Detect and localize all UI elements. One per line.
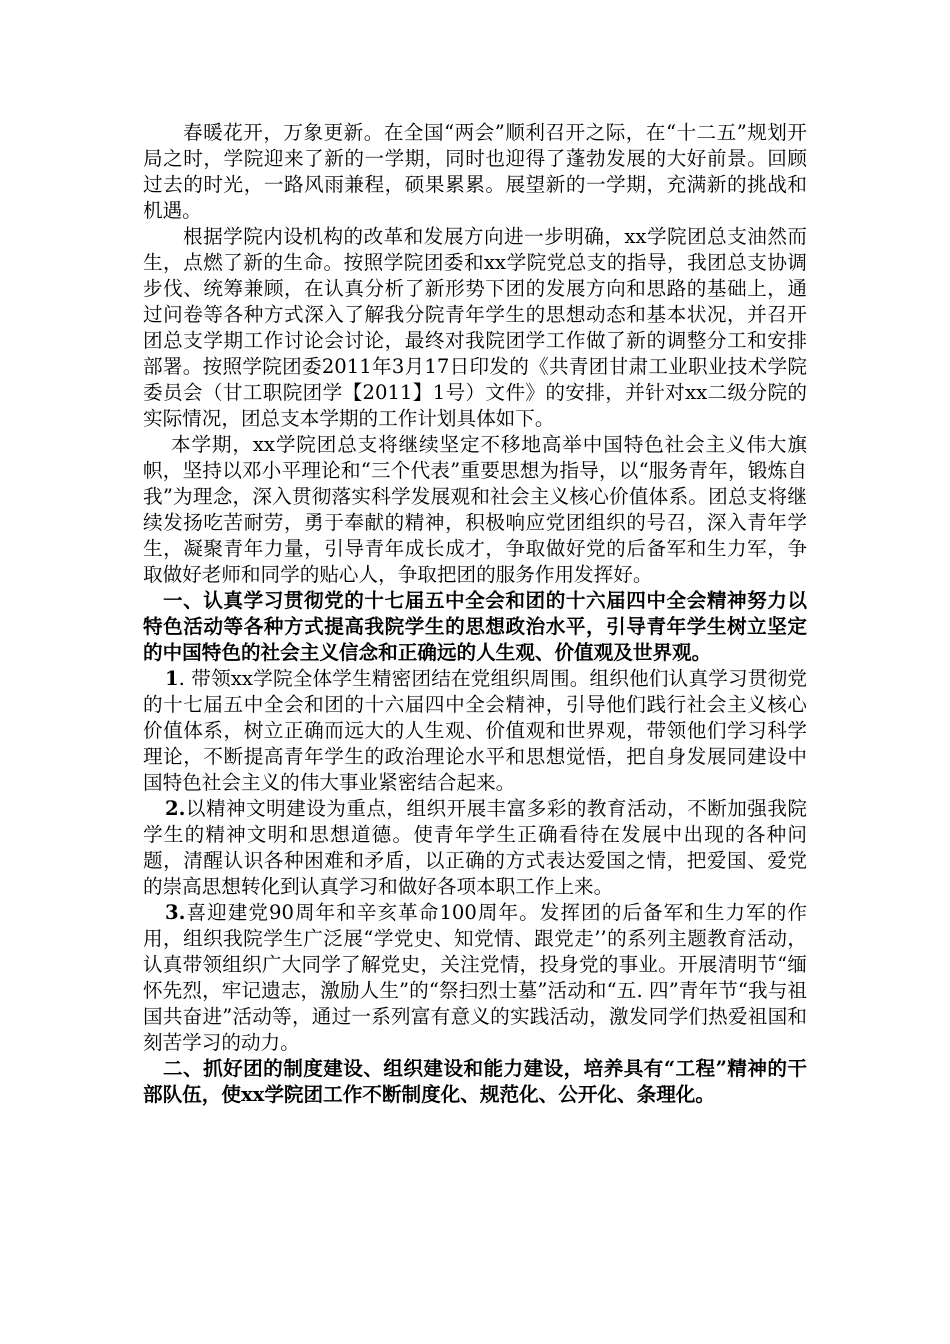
item-text: 喜迎建党90周年和辛亥革命100周年。发挥团的后备军和生力军的作用，组织我院学生广泛展“学党史、知党情、跟党走’’的系列主题教育活动，认真带领组织广大同学了解党史，关注党情，投身党的事业。开展清明节“缅怀先烈，牢记遗志，激励人生”的“祭扫烈士墓”活动和“五. 四”青年节“我与祖国共奋进”活动等，通过一系列富有意义的实践活动，激发同学们热爱祖国和刻苦学习的动力。 — [143, 901, 807, 1054]
item-text: . 带领xx学院全体学生精密团结在党组织周围。组织他们认真学习贯彻党的十七届五中全会和团的十六届四中全会精神，引导他们践行社会主义核心价值体系，树立正确而远大的人生观、价值观和世界观，带领他们学习科学理论，不断提高青年学生的政治理论水平和思想觉悟，把自身发展同建设中国特色社会主义的伟大事业紧密结合起来。 — [143, 667, 807, 794]
background-paragraph: 根据学院内设机构的改革和发展方向进一步明确，xx学院团总支油然而生，点燃了新的生命。按照学院团委和xx学院党总支的指导，我团总支协调步伐、统筹兼顾，在认真分析了新形势下团的发展方向和思路的基础上，通过问卷等各种方式深入了解我分院青年学生的思想动态和基本状况，并召开团总支学期工作讨论会讨论，最终对我院团学工作做了新的调整分工和安排部署。按照学院团委2011年3月17日印发的《共青团甘肃工业职业技术学院委员会（甘工职院团学【2011】1号）文件》的安排，并针对xx二级分院的实际情况，团总支本学期的工作计划具体如下。 — [143, 225, 807, 430]
guiding-principle-paragraph: 本学期，xx学院团总支将继续坚定不移地高举中国特色社会主义伟大旗帜，坚持以邓小平理论和“三个代表”重要思想为指导，以“服务青年，锻炼自我”为理念，深入贯彻落实科学发展观和社会主义核心价值体系。团总支将继续发扬吃苦耐劳，勇于奉献的精神，积极响应党团组织的号召，深入青年学生，凝聚青年力量，引导青年成长成才，争取做好党的后备军和生力军，争取做好老师和同学的贴心人，争取把团的服务作用发挥好。 — [143, 433, 807, 586]
item-text: 以精神文明建设为重点，组织开展丰富多彩的教育活动，不断加强我院学生的精神文明和思想道德。使青年学生正确看待在发展中出现的各种问题，清醒认识各种困难和矛盾，以正确的方式表达爱国之情，把爱国、爱党的崇高思想转化到认真学习和做好各项本职工作上来。 — [143, 797, 807, 898]
list-item-2 — [143, 796, 807, 900]
list-item-3 — [143, 900, 807, 1056]
item-number: 1 — [165, 667, 179, 690]
item-number: 3. — [165, 901, 186, 924]
document-page — [143, 120, 807, 1108]
item-number: 2. — [165, 797, 186, 820]
list-item-1 — [143, 666, 807, 796]
section-heading-1: 一、认真学习贯彻党的十七届五中全会和团的十六届四中全会精神努力以特色活动等各种方式提高我院学生的思想政治水平，引导青年学生树立坚定的中国特色的社会主义信念和正确远的人生观、价值观及世界观。 — [143, 589, 807, 664]
intro-paragraph: 春暖花开，万象更新。在全国“两会”顺利召开之际，在“十二五”规划开局之时，学院迎来了新的一学期，同时也迎得了蓬勃发展的大好前景。回顾过去的时光，一路风雨兼程，硕果累累。展望新的一学期，充满新的挑战和机遇。 — [143, 121, 807, 222]
section-heading-2: 二、抓好团的制度建设、组织建设和能力建设，培养具有“工程”精神的干部队伍，使xx学院团工作不断制度化、规范化、公开化、条理化。 — [143, 1057, 807, 1106]
